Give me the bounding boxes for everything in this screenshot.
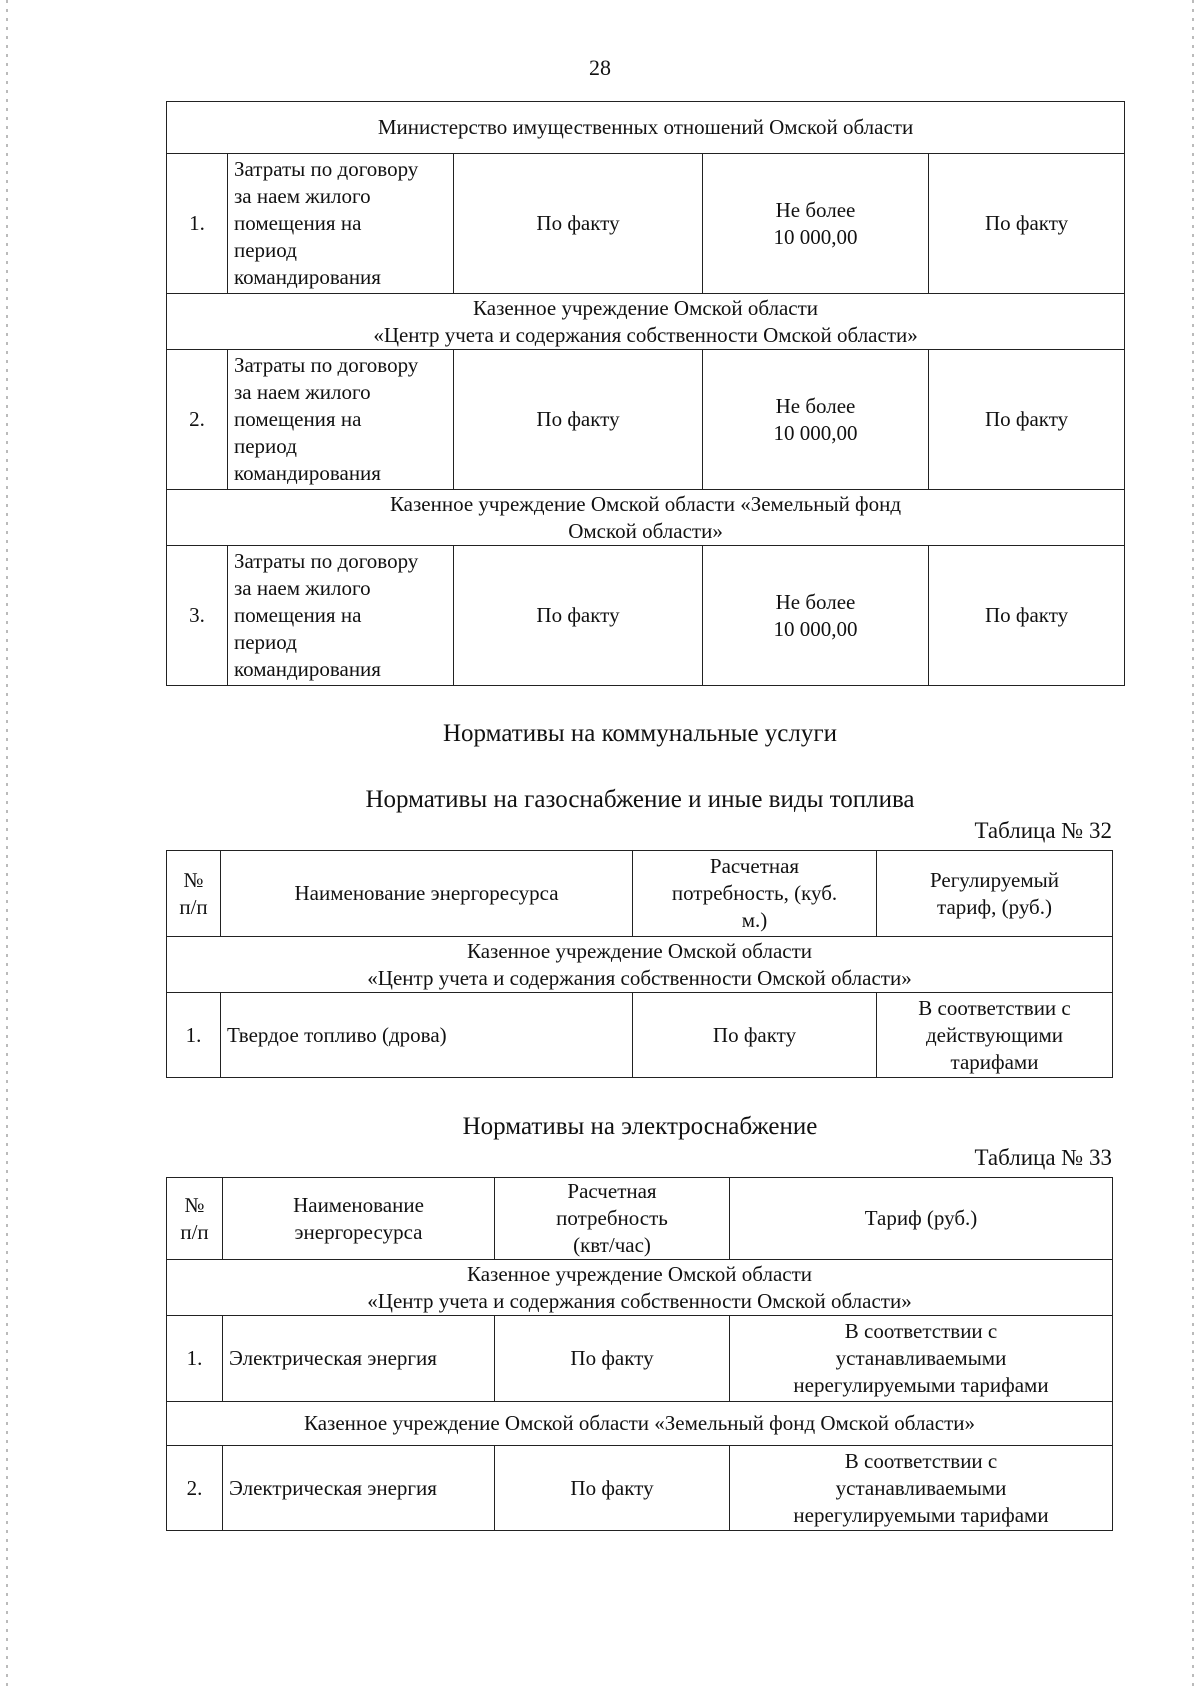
table-lodging-costs xyxy=(166,101,1125,686)
resource-name: Твердое топливо (дрова) xyxy=(221,993,633,1078)
cost-name: Затраты по договору за наем жилого помещения на период командирования xyxy=(228,350,454,490)
resource-name: Электрическая энергия xyxy=(223,1446,495,1531)
header-number: № п/п xyxy=(167,851,221,937)
row-number: 2. xyxy=(167,350,228,490)
header-tariff: Регулируемый тариф, (руб.) xyxy=(877,851,1113,937)
header-estimated-need: Расчетная потребность, (куб. м.) xyxy=(633,851,877,937)
table-33-label: Таблица № 33 xyxy=(974,1145,1112,1170)
table-32-label: Таблица № 32 xyxy=(974,818,1112,843)
scan-edge-left xyxy=(6,0,8,1686)
cost-name: Затраты по договору за наем жилого помещения на период командирования xyxy=(228,546,454,686)
header-tariff: Тариф (руб.) xyxy=(730,1178,1113,1260)
section-title: Казенное учреждение Омской области «Земельный фонд Омской области» xyxy=(167,490,1125,546)
row-number: 1. xyxy=(167,154,228,294)
tariff: В соответствии с действующими тарифами xyxy=(877,993,1113,1078)
header-number: № п/п xyxy=(167,1178,223,1260)
header-estimated-need: Расчетная потребность (квт/час) xyxy=(495,1178,730,1260)
price-cell: Не более 10 000,00 xyxy=(703,350,929,490)
estimated-need: По факту xyxy=(633,993,877,1078)
resource-name: Электрическая энергия xyxy=(223,1316,495,1402)
quantity-cell: По факту xyxy=(454,350,703,490)
heading-electricity: Нормативы на электроснабжение xyxy=(462,1113,818,1140)
tariff: В соответствии с устанавливаемыми нерегулируемыми тарифами xyxy=(730,1446,1113,1531)
page-number: 28 xyxy=(589,55,611,80)
scan-edge-right xyxy=(1192,0,1194,1686)
total-cell: По факту xyxy=(929,350,1125,490)
price-cell: Не более 10 000,00 xyxy=(703,546,929,686)
row-number: 3. xyxy=(167,546,228,686)
header-resource-name: Наименование энергоресурса xyxy=(221,851,633,937)
section-title: Казенное учреждение Омской области «Центр учета и содержания собственности Омской области» xyxy=(167,937,1113,993)
section-title: Казенное учреждение Омской области «Земельный фонд Омской области» xyxy=(167,1402,1113,1446)
estimated-need: По факту xyxy=(495,1316,730,1402)
total-cell: По факту xyxy=(929,546,1125,686)
heading-communal-services: Нормативы на коммунальные услуги xyxy=(443,720,837,747)
row-number: 1. xyxy=(167,1316,223,1402)
table-32-gas-fuel xyxy=(166,850,1113,1078)
estimated-need: По факту xyxy=(495,1446,730,1531)
quantity-cell: По факту xyxy=(454,546,703,686)
tariff: В соответствии с устанавливаемыми нерегулируемыми тарифами xyxy=(730,1316,1113,1402)
cost-name: Затраты по договору за наем жилого помещения на период командирования xyxy=(228,154,454,294)
section-title: Казенное учреждение Омской области «Центр учета и содержания собственности Омской области» xyxy=(167,1260,1113,1316)
section-title: Министерство имущественных отношений Омской области xyxy=(167,102,1125,154)
price-cell: Не более 10 000,00 xyxy=(703,154,929,294)
header-resource-name: Наименование энергоресурса xyxy=(223,1178,495,1260)
section-title: Казенное учреждение Омской области «Центр учета и содержания собственности Омской области» xyxy=(167,294,1125,350)
quantity-cell: По факту xyxy=(454,154,703,294)
total-cell: По факту xyxy=(929,154,1125,294)
table-33-electricity xyxy=(166,1177,1113,1531)
heading-gas-supply: Нормативы на газоснабжение и иные виды топлива xyxy=(365,786,915,813)
row-number: 1. xyxy=(167,993,221,1078)
row-number: 2. xyxy=(167,1446,223,1531)
